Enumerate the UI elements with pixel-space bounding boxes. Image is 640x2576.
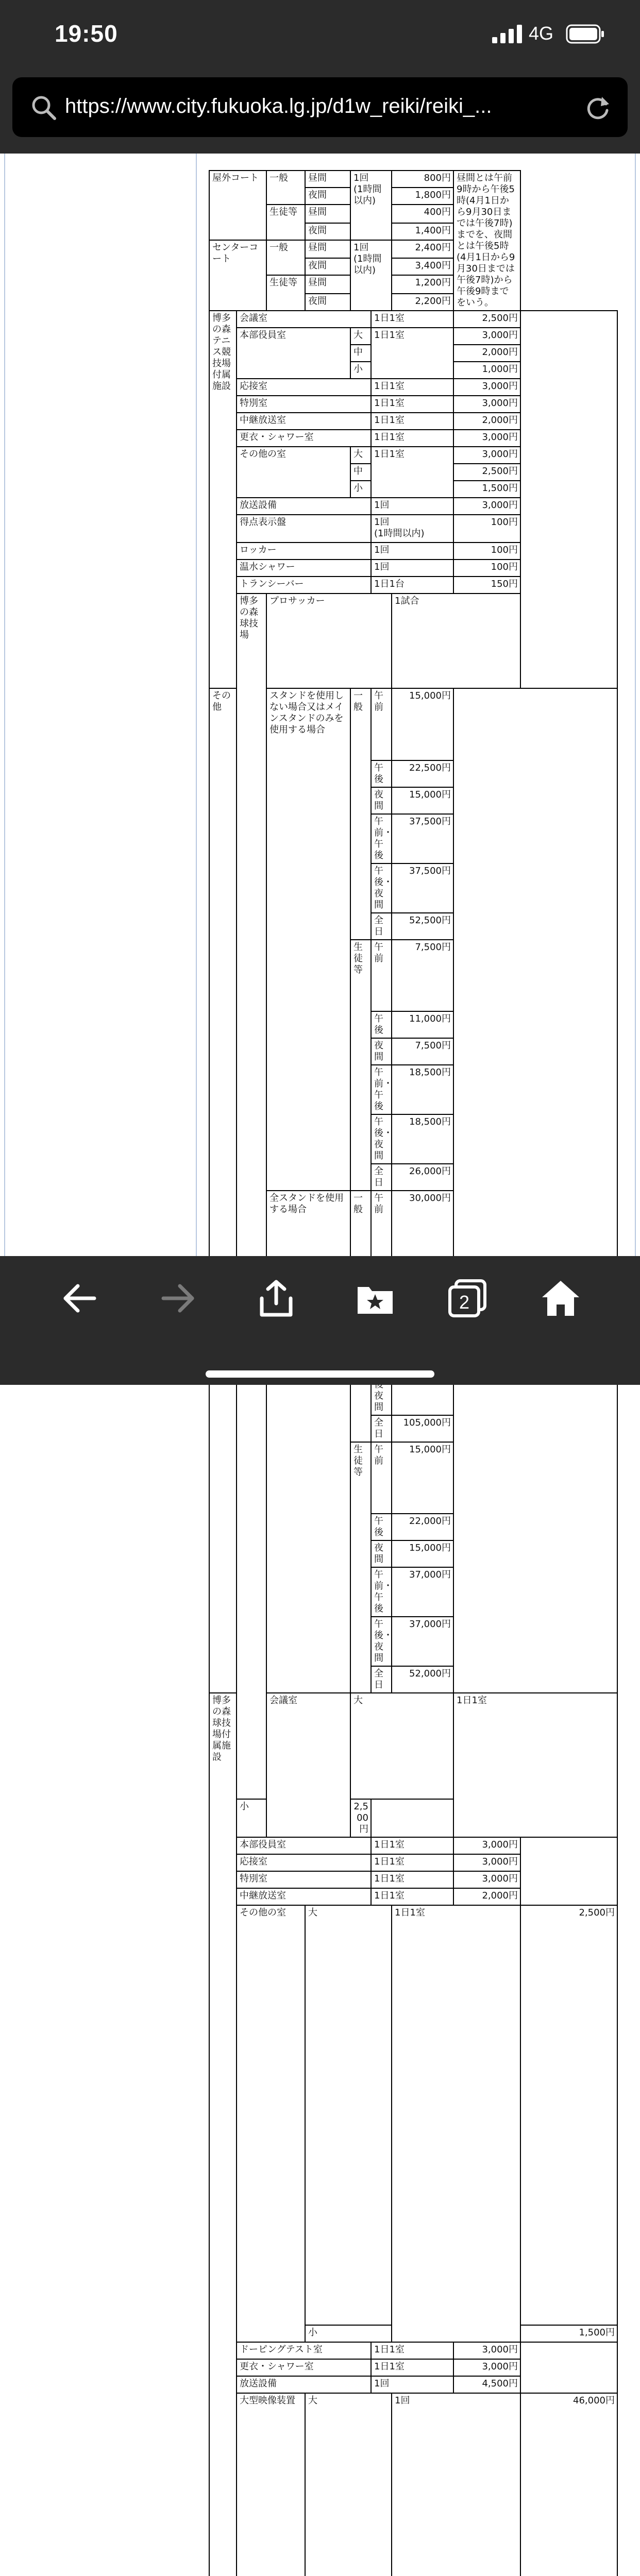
fee-amount-cell: 400円: [392, 205, 453, 223]
fee-amount-cell: 3,000円: [453, 2359, 520, 2376]
table-row: [209, 1905, 617, 2325]
table-cell: センターコート: [209, 240, 266, 311]
table-cell: 会議室: [266, 1693, 350, 1837]
table-cell: 1日1室: [371, 1888, 453, 1905]
table-cell: 中: [350, 345, 371, 362]
fee-amount-cell: 37,000円: [392, 1617, 453, 1666]
web-page-content: [0, 154, 640, 2406]
battery-icon: [566, 24, 605, 44]
table-cell: 1日1室: [371, 1854, 453, 1871]
fee-amount-cell: 52,000円: [392, 1666, 453, 1693]
table-cell: 大: [305, 1905, 392, 2325]
table-cell: 放送設備: [237, 2376, 371, 2393]
table-row: [209, 2342, 617, 2359]
table-cell: 一般: [350, 1191, 371, 1442]
table-cell: 一般: [266, 240, 305, 276]
table-cell: 小: [237, 1799, 350, 1837]
table-cell: 1回: [371, 498, 453, 515]
table-cell: 放送設備: [237, 498, 371, 515]
fee-amount-cell: 2,500円: [520, 1905, 617, 2325]
table-cell: 小: [350, 481, 371, 498]
browser-address-area: [0, 72, 640, 154]
table-cell: スタンドを使用しない場合又はメインスタンドのみを使用する場合: [266, 688, 350, 1191]
table-row: [209, 1888, 617, 1905]
fee-amount-cell: 100円: [453, 543, 520, 560]
fee-amount-cell: 3,000円: [453, 447, 520, 464]
table-cell: 生徒等: [350, 940, 371, 1191]
share-button[interactable]: [256, 1278, 297, 1319]
table-cell: 特別室: [237, 396, 371, 413]
fee-amount-cell: 3,000円: [453, 1854, 520, 1871]
table-cell: 昼間: [305, 171, 350, 188]
fee-amount-cell: 46,000円: [520, 2393, 617, 2576]
table-cell: 1日1室: [371, 430, 453, 447]
table-row: [209, 154, 617, 171]
table-cell: 午後・夜間: [371, 1617, 392, 1666]
fee-amount-cell: 2,400円: [392, 240, 453, 259]
table-row: [209, 1871, 617, 1888]
fee-amount-cell: 150円: [453, 577, 520, 594]
share-icon: [256, 1278, 297, 1319]
fee-amount-cell: 37,000円: [392, 1567, 453, 1617]
table-cell: 午後・夜間: [371, 863, 392, 913]
table-cell: 1日1室: [371, 2342, 453, 2359]
table-cell: 夜間: [371, 787, 392, 814]
table-cell: 一般: [266, 171, 305, 205]
table-row: [209, 205, 617, 223]
table-cell: 1日1室: [371, 396, 453, 413]
tabs-icon: [447, 1278, 488, 1319]
table-row: [209, 171, 617, 188]
table-row: [209, 1693, 617, 1799]
table-cell: 本部役員室: [237, 328, 350, 379]
table-row: [209, 1854, 617, 1871]
browser-toolbar: [0, 1256, 640, 1385]
table-cell: 1回 (1時間以内): [371, 515, 453, 543]
table-cell: 小: [305, 2325, 392, 2342]
table-cell: 午前・午後: [371, 814, 392, 863]
table-cell: 全日: [371, 1666, 392, 1693]
fee-amount-cell: 15,000円: [392, 787, 453, 814]
table-cell: その他: [209, 688, 237, 1693]
table-cell: 夜間: [305, 294, 350, 311]
network-type: 4G: [529, 23, 554, 44]
table-row: [209, 275, 617, 294]
table-cell: 1日1室: [371, 328, 453, 379]
table-cell: 1日1室: [371, 1837, 453, 1854]
back-button[interactable]: [59, 1278, 100, 1319]
table-cell: 1日1台: [371, 577, 453, 594]
table-cell: 夜間: [371, 1038, 392, 1065]
table-cell: 1日1室: [453, 1693, 617, 1837]
fee-amount-cell: 1,000円: [453, 362, 520, 379]
table-cell: 生徒等: [266, 275, 305, 311]
table-cell: 午後: [371, 1011, 392, 1038]
table-cell: 1日1室: [371, 379, 453, 396]
table-cell: 大: [350, 328, 371, 345]
table-cell: 博多の森球技場: [237, 594, 266, 1799]
table-cell: その他の室: [237, 447, 350, 498]
fee-amount-cell: 2,500円: [350, 1799, 371, 1837]
bookmarks-button[interactable]: [355, 1278, 396, 1319]
home-button[interactable]: [540, 1278, 581, 1319]
table-cell: 午前・午後: [371, 1065, 392, 1114]
table-cell: 応接室: [237, 1854, 371, 1871]
fee-amount-cell: 15,000円: [392, 1540, 453, 1567]
table-cell: 昼間: [305, 275, 350, 294]
table-cell: 午後: [371, 760, 392, 787]
tabs-button[interactable]: [447, 1278, 488, 1319]
table-cell: 昼間: [305, 240, 350, 259]
table-cell: 午後・夜間: [371, 1114, 392, 1164]
table-cell: 1回: [371, 543, 453, 560]
table-cell: 更衣・シャワー室: [237, 430, 371, 447]
table-cell: トランシーバー: [237, 577, 371, 594]
bookmarks-icon: [355, 1278, 396, 1319]
table-row: [209, 688, 617, 760]
fee-amount-cell: 105,000円: [392, 1415, 453, 1442]
tab-count: 2: [459, 1292, 470, 1313]
fee-amount-cell: 2,500円: [453, 464, 520, 481]
fee-amount-cell: 1,800円: [392, 188, 453, 205]
table-row: [209, 1837, 617, 1854]
table-cell: 全日: [371, 913, 392, 940]
fee-amount-cell: 1,400円: [392, 223, 453, 240]
fee-amount-cell: 2,500円: [453, 311, 520, 328]
status-bar: [0, 0, 640, 72]
table-cell: その他の室: [237, 1905, 305, 2342]
table-cell: 特別室: [237, 1871, 371, 1888]
table-row: [209, 2359, 617, 2376]
table-row: [209, 240, 617, 259]
table-cell: 屋外コート: [209, 171, 266, 240]
table-cell: 1回: [371, 560, 453, 577]
fee-amount-cell: 18,500円: [392, 1114, 453, 1164]
fee-amount-cell: 37,500円: [392, 814, 453, 863]
table-cell: 大: [350, 447, 371, 464]
table-row: [209, 1191, 617, 1263]
fee-amount-cell: 3,000円: [453, 2342, 520, 2359]
table-cell: 温水シャワー: [237, 560, 371, 577]
table-cell: 博多の森球技場付属施設: [209, 1693, 237, 2576]
table-cell: [520, 311, 617, 688]
table-cell: 全日: [371, 1164, 392, 1191]
table-cell: 全日: [371, 1415, 392, 1442]
table-cell: 博多の森テニス競技場付属施設: [209, 311, 237, 688]
home-icon: [540, 1278, 581, 1319]
fee-amount-cell: 1,200円: [392, 275, 453, 294]
fee-amount-cell: 3,000円: [453, 498, 520, 515]
table-cell: 応接室: [237, 379, 371, 396]
table-cell: 1回: [371, 2376, 453, 2393]
fee-amount-cell: 3,000円: [453, 379, 520, 396]
fee-amount-cell: 100円: [453, 515, 520, 543]
fee-amount-cell: 2,200円: [392, 294, 453, 311]
table-cell: 中継放送室: [237, 1888, 371, 1905]
table-cell: 大型映像装置: [237, 2393, 305, 2576]
fee-amount-cell: 2,000円: [453, 345, 520, 362]
fee-amount-cell: 11,000円: [392, 1011, 453, 1038]
fee-amount-cell: 2,000円: [453, 413, 520, 430]
table-cell: 1回 (1時間以内): [350, 240, 392, 311]
table-cell: 一般: [350, 688, 371, 940]
table-cell: ドーピングテスト室: [237, 2342, 371, 2359]
table-cell: 午前: [371, 1442, 392, 1514]
fee-amount-cell: 3,000円: [453, 1837, 520, 1854]
table-cell: 午前・午後: [371, 1567, 392, 1617]
search-icon: [31, 95, 57, 121]
table-cell: 大: [350, 1693, 453, 1799]
table-cell: 1回: [392, 2393, 520, 2576]
fee-amount-cell: 1,500円: [453, 481, 520, 498]
table-row: [209, 2376, 617, 2393]
forward-arrow-icon: [157, 1278, 198, 1319]
forward-button[interactable]: [157, 1278, 198, 1319]
table-cell: 全スタンドを使用する場合: [266, 1191, 350, 1693]
table-cell: 昼間: [305, 205, 350, 223]
table-cell: 1日1室: [371, 447, 453, 498]
table-cell: 生徒等: [266, 205, 305, 240]
table-cell: プロサッカー: [266, 594, 392, 688]
table-cell: 夜間: [305, 188, 350, 205]
fee-amount-cell: 3,000円: [453, 430, 520, 447]
fee-amount-cell: 7,500円: [392, 940, 453, 1012]
table-row: [209, 311, 617, 328]
table-cell: 午前: [371, 688, 392, 760]
table-cell: 生徒等: [350, 1442, 371, 1693]
fee-amount-cell: 18,500円: [392, 1065, 453, 1114]
address-bar[interactable]: [12, 77, 628, 137]
table-cell: 中継放送室: [237, 413, 371, 430]
table-cell: 本部役員室: [237, 1837, 371, 1854]
table-cell: 中: [350, 464, 371, 481]
fee-amount-cell: 7,500円: [392, 1038, 453, 1065]
page-border-left: [4, 154, 5, 1256]
fee-amount-cell: 52,500円: [392, 913, 453, 940]
table-row: [209, 2393, 617, 2576]
fee-amount-cell: 3,000円: [453, 396, 520, 413]
fee-amount-cell: 15,000円: [392, 688, 453, 760]
fee-amount-cell: 30,000円: [392, 1191, 453, 1263]
table-cell: 夜間: [305, 223, 350, 240]
table-cell: 1日1室: [371, 1871, 453, 1888]
reload-icon[interactable]: [583, 94, 612, 123]
signal-strength-icon: [492, 25, 523, 43]
table-cell: 会議室: [237, 311, 371, 328]
table-cell: ロッカー: [237, 543, 371, 560]
fee-amount-cell: 37,500円: [392, 863, 453, 913]
fee-amount-cell: 1,500円: [520, 2325, 617, 2342]
table-cell: 1回 (1時間以内): [350, 171, 392, 240]
table-cell: 1試合: [392, 594, 520, 688]
table-cell: 夜間: [371, 1540, 392, 1567]
table-cell: 午後: [371, 1514, 392, 1540]
table-cell: 午前: [371, 1191, 392, 1263]
table-cell: 夜間: [371, 1366, 392, 1415]
table-cell: 1日1室: [392, 1905, 520, 2342]
fee-amount-cell: 26,000円: [392, 1164, 453, 1191]
fee-amount-cell: 4,500円: [453, 2376, 520, 2393]
fee-amount-cell: 22,000円: [392, 1514, 453, 1540]
home-indicator: [206, 1370, 434, 1378]
table-cell: 大: [305, 2393, 392, 2576]
fee-amount-cell: 3,400円: [392, 258, 453, 275]
table-cell: 午前: [371, 940, 392, 1012]
table-cell: 小: [350, 362, 371, 379]
table-cell: 1日1室: [371, 413, 453, 430]
fee-amount-cell: 15,000円: [392, 1442, 453, 1514]
table-cell: 夜間: [305, 258, 350, 275]
page-border-right: [635, 154, 636, 1256]
table-cell: 1日1室: [371, 2359, 453, 2376]
table-cell: 1日1室: [371, 311, 453, 328]
table-cell: 更衣・シャワー室: [237, 2359, 371, 2376]
fee-amount-cell: 3,000円: [453, 328, 520, 345]
fee-amount-cell: 800円: [392, 171, 453, 188]
table-cell: 得点表示盤: [237, 515, 371, 543]
fee-amount-cell: 2,000円: [453, 1888, 520, 1905]
status-time: 19:50: [55, 20, 118, 47]
content-column-divider: [196, 154, 197, 1256]
url-text[interactable]: https://www.city.fukuoka.lg.jp/d1w_reiki/reiki_...: [65, 95, 492, 117]
fee-amount-cell: 100円: [453, 560, 520, 577]
fee-amount-cell: 3,000円: [453, 1871, 520, 1888]
table-cell: 昼間とは午前9時から午後5時(4月1日から9月30日までは午後7時)までを、夜間とは午後5時(4月1日から9月30日までは午後7時)から午後9時までをいう。: [453, 171, 520, 311]
back-arrow-icon: [59, 1278, 100, 1319]
fee-amount-cell: 22,500円: [392, 760, 453, 787]
